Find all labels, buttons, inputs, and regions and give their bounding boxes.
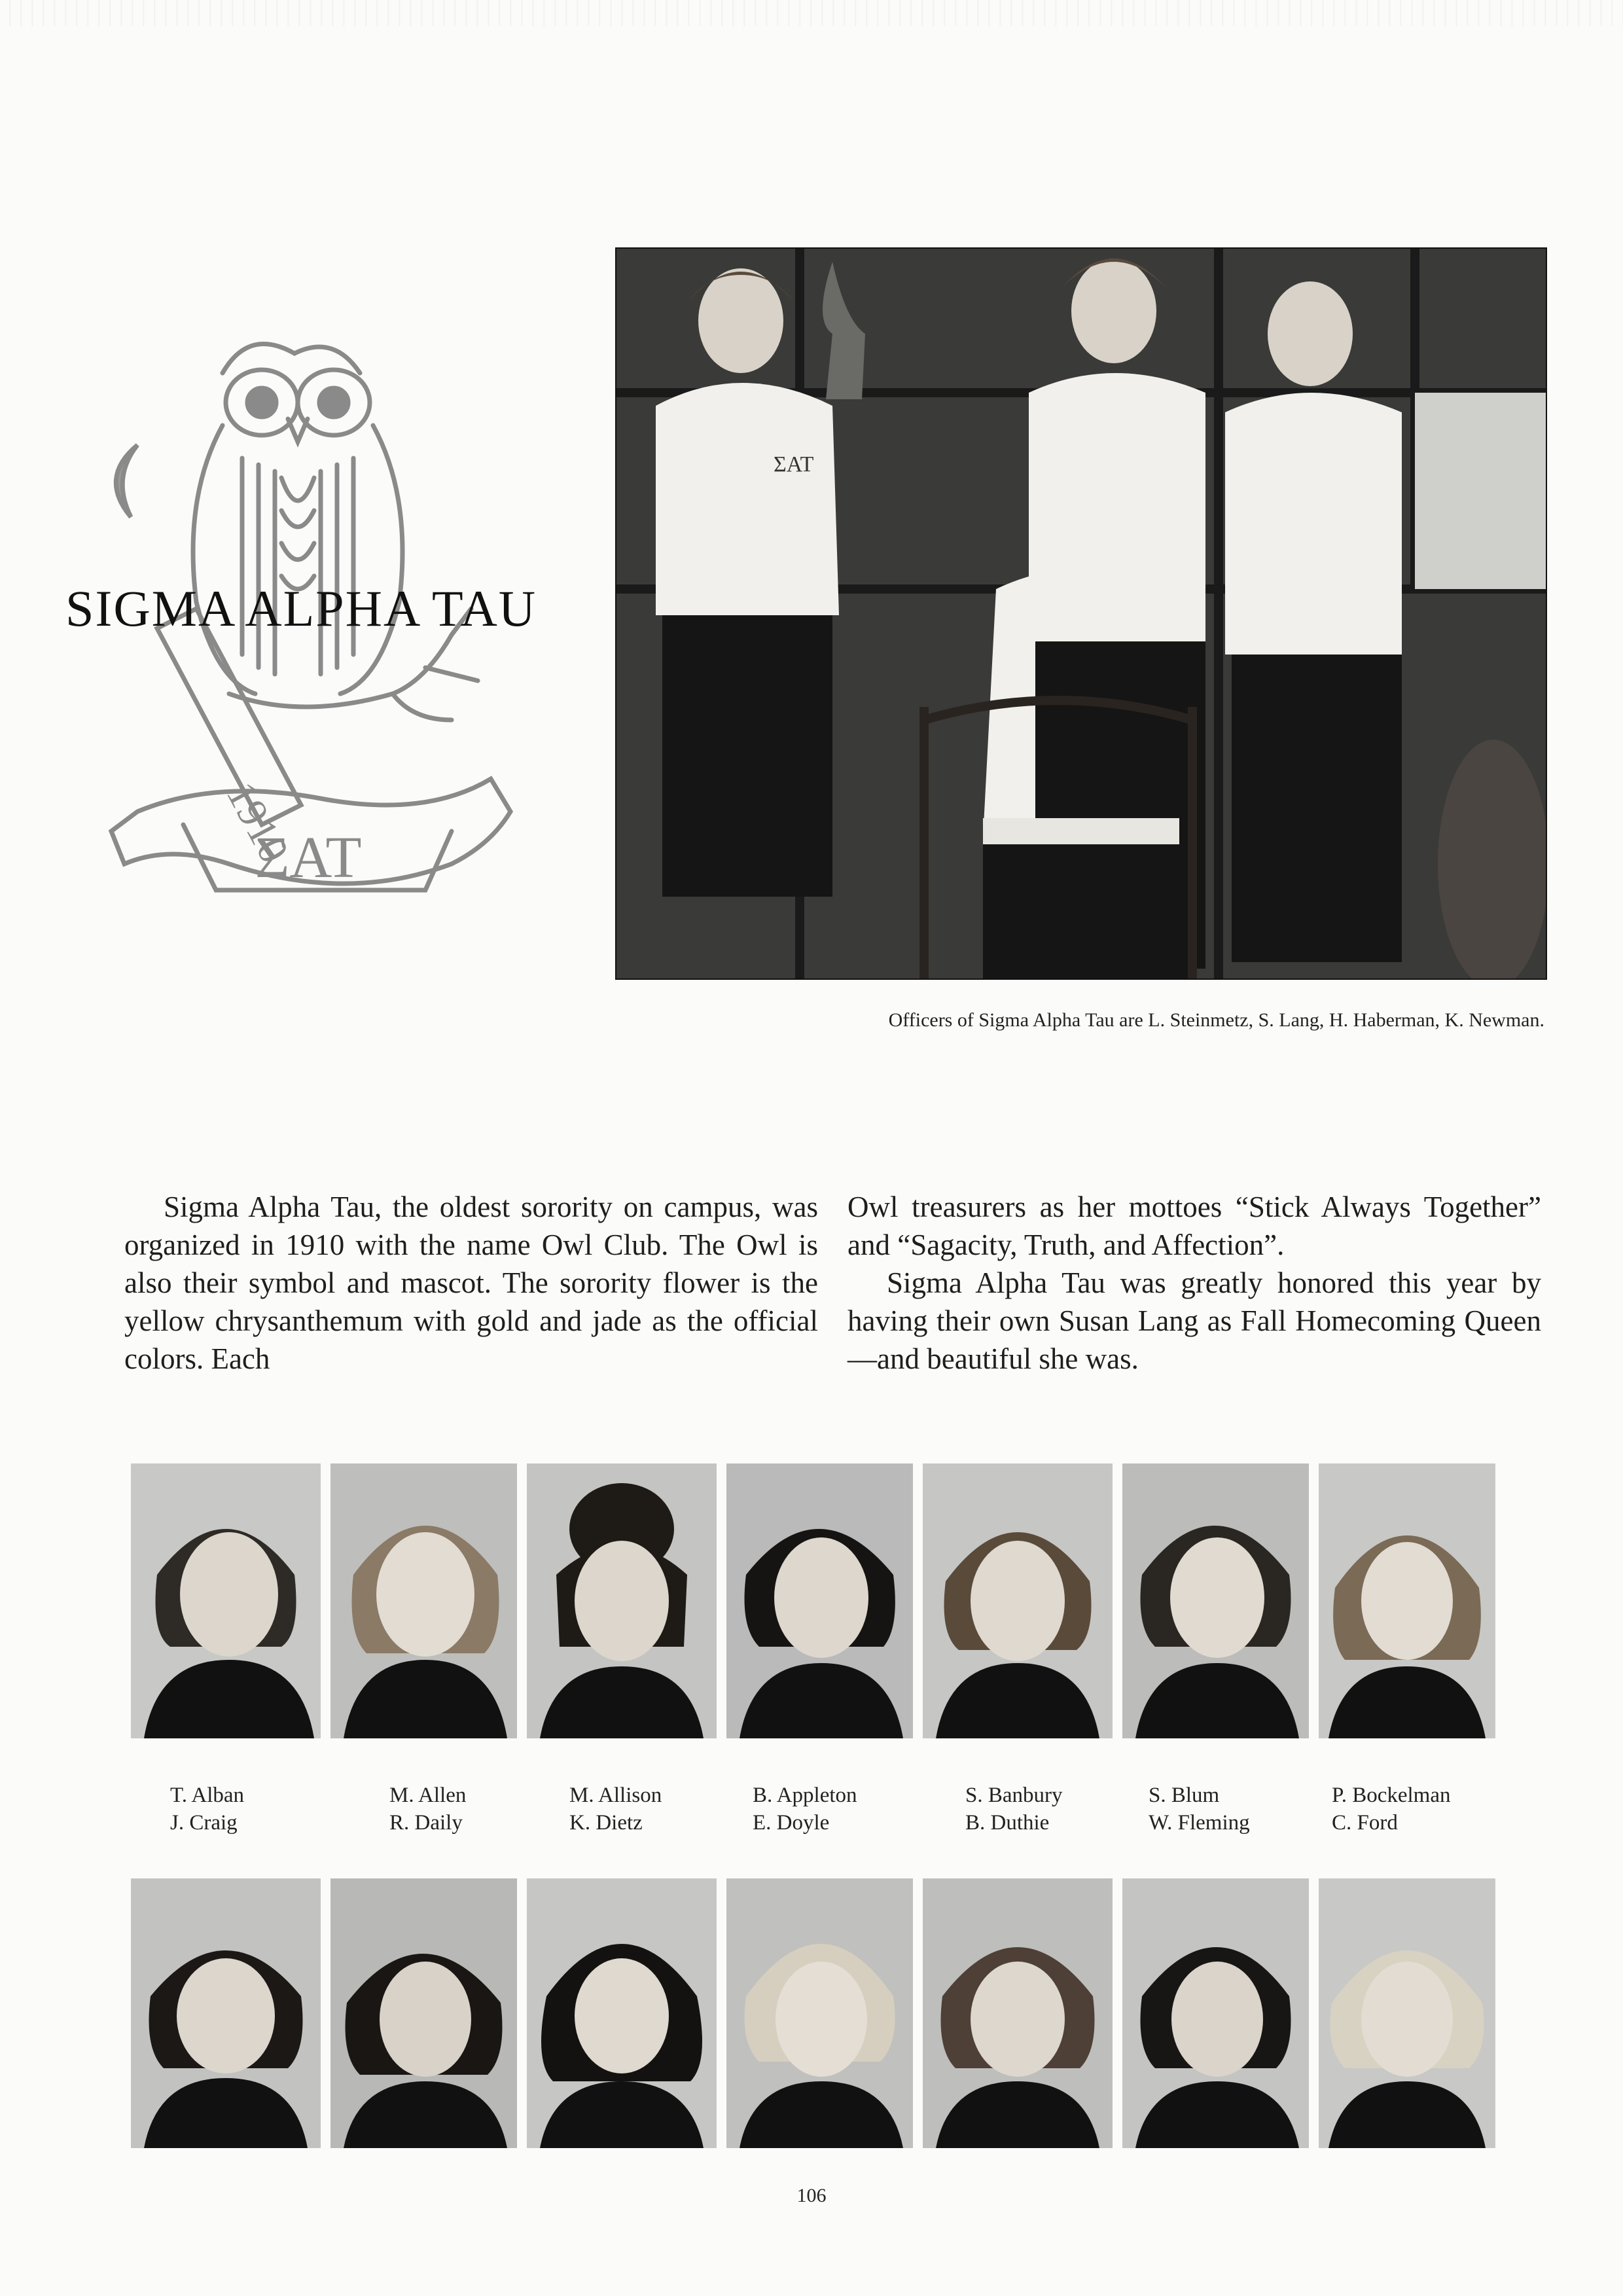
sorority-crest (85, 327, 556, 956)
portrait-photo (1319, 1878, 1495, 2148)
portrait-photo (726, 1878, 913, 2148)
member-name: M. Allen (389, 1784, 467, 1807)
body-paragraph: Sigma Alpha Tau, the oldest sorority on campus, was organized in 1910 with the name Owl Club. The Owl is also their symbol and mascot. The sorority flower is the yellow chrysanthemum with gold and jade as the official colors. Each (124, 1191, 818, 1375)
officer-group-photo (615, 247, 1547, 980)
portrait-row-top (131, 1463, 1495, 1738)
name-column (389, 1782, 466, 1837)
portrait-photo (726, 1463, 913, 1738)
member-name: J. Craig (170, 1811, 238, 1835)
name-column (965, 1782, 1063, 1837)
portrait-photo (1319, 1463, 1495, 1738)
page-title: SIGMA ALPHA TAU (65, 580, 537, 637)
name-column (1332, 1782, 1450, 1837)
portrait-photo (527, 1878, 717, 2148)
page-number: 106 (796, 2185, 827, 2206)
member-names (131, 1782, 1495, 1854)
member-name: P. Bockelman (1332, 1784, 1451, 1807)
member-name: C. Ford (1332, 1811, 1398, 1835)
owl-emblem-illustration (85, 327, 556, 956)
officer-photo-image (616, 249, 1546, 978)
shirt-letters-text: ΣΑΤ (774, 452, 814, 476)
name-column (569, 1782, 662, 1837)
member-name: S. Banbury (965, 1784, 1063, 1807)
body-text-right-column (847, 1188, 1541, 1378)
portrait-photo (527, 1463, 717, 1738)
member-name: B. Duthie (965, 1811, 1050, 1835)
name-column (753, 1782, 857, 1837)
photo-caption: Officers of Sigma Alpha Tau are L. Steinmetz, S. Lang, H. Haberman, K. Newman. (888, 1009, 1544, 1031)
body-paragraph: Owl treasurers as her mottoes “Stick Always Together” and “Sagacity, Truth, and Affection”. (847, 1191, 1541, 1261)
member-name: W. Fleming (1149, 1811, 1250, 1835)
member-name: K. Dietz (569, 1811, 643, 1835)
portrait-photo (1122, 1878, 1309, 2148)
member-name: T. Alban (170, 1784, 245, 1807)
scan-edge-noise (0, 0, 1623, 26)
portrait-photo (1122, 1463, 1309, 1738)
member-name: S. Blum (1149, 1784, 1220, 1807)
name-column (1149, 1782, 1250, 1837)
portrait-photo (131, 1878, 321, 2148)
member-name: M. Allison (569, 1784, 662, 1807)
portrait-photo (330, 1463, 517, 1738)
portrait-photo (330, 1878, 517, 2148)
portrait-photo (923, 1463, 1113, 1738)
crest-year-text: 1910 (217, 774, 298, 870)
body-text-left-column (124, 1188, 818, 1378)
member-name: E. Doyle (753, 1811, 830, 1835)
member-name: B. Appleton (753, 1784, 857, 1807)
portrait-photo (923, 1878, 1113, 2148)
portrait-photo (131, 1463, 321, 1738)
body-paragraph: Sigma Alpha Tau was greatly honored this year by having their own Susan Lang as Fall Homecoming Queen—and beautiful she was. (847, 1266, 1541, 1375)
name-column (170, 1782, 244, 1837)
crest-letters-text: ΣΑΤ (255, 825, 362, 890)
member-name: R. Daily (389, 1811, 463, 1835)
portrait-row-bottom (131, 1878, 1495, 2148)
